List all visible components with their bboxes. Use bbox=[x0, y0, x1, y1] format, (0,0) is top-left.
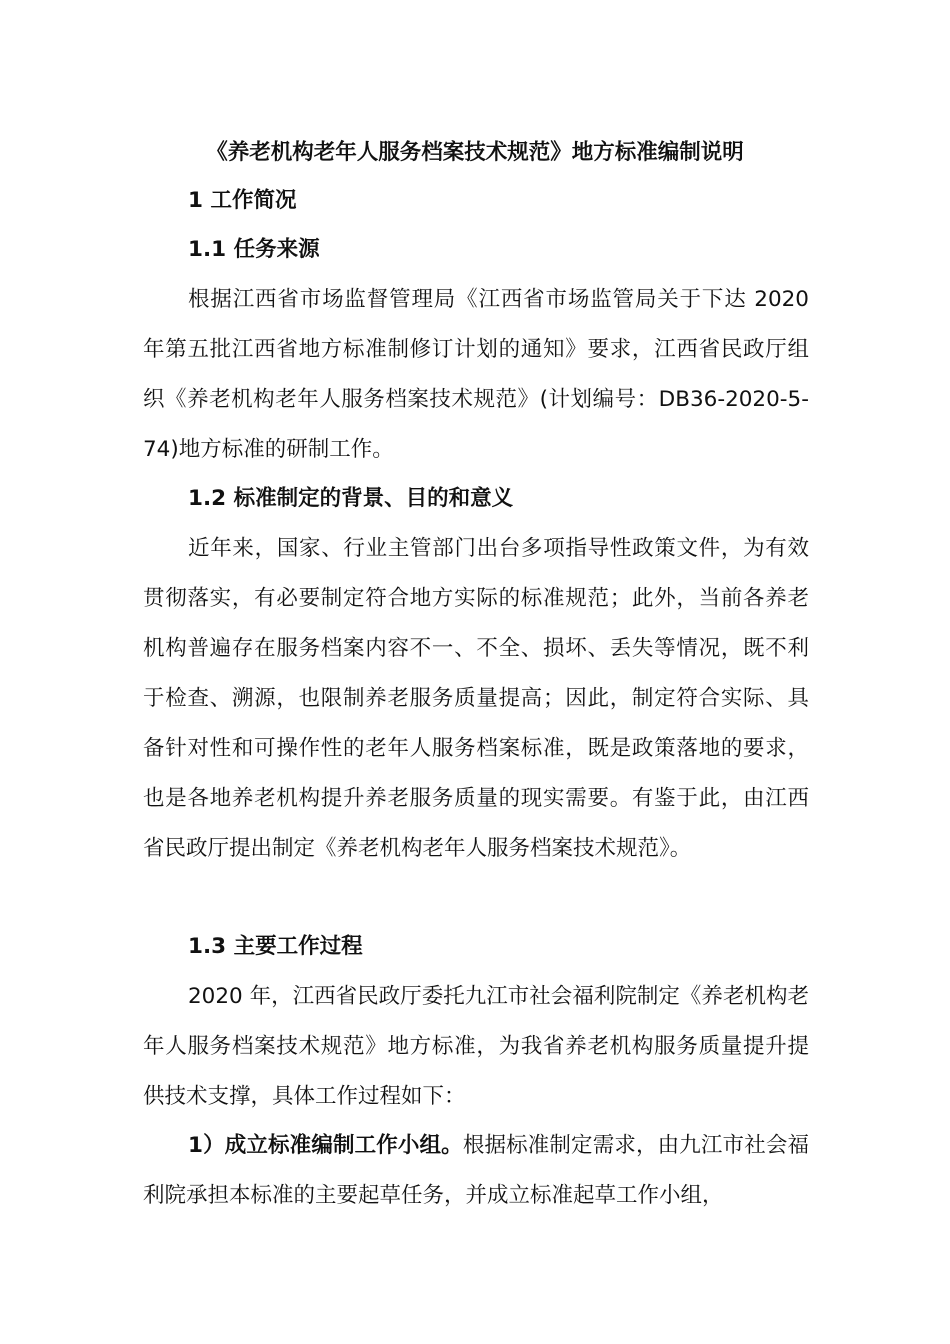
section-1-heading: 1 工作简况 bbox=[188, 188, 297, 213]
section-1-3-heading: 1.3 主要工作过程 bbox=[188, 934, 363, 959]
item-1-lead: 1）成立标准编制工作小组。 bbox=[188, 1133, 463, 1158]
document-title: 《养老机构老年人服务档案技术规范》地方标准编制说明 bbox=[206, 140, 744, 165]
section-1-3-body: 2020 年，江西省民政厅委托九江市社会福利院制定《养老机构老年人服务档案技术规范》地方标准，为我省养老机构服务质量提升提供技术支撑，具体工作过程如下： bbox=[143, 984, 809, 1109]
section-1-1-heading: 1.1 任务来源 bbox=[188, 237, 320, 262]
section-1-2-body: 近年来，国家、行业主管部门出台多项指导性政策文件，为有效贯彻落实，有必要制定符合地方实际的标准规范；此外，当前各养老机构普遍存在服务档案内容不一、不全、损坏、丢失等情况，既不利于检查、溯源，也限制养老服务质量提高；因此，制定符合实际、具备针对性和可操作性的老年人服务档案标准，既是政策落地的要求，也是各地养老机构提升养老服务质量的现实需要。有鉴于此，由江西省民政厅提出制定《养老机构老年人服务档案技术规范》。 bbox=[143, 536, 809, 861]
item-1-body: 根据标准制定需求，由九江市社会福利院承担本标准的主要起草任务，并成立标准起草工作小组， bbox=[143, 1133, 809, 1208]
section-1-1-body: 根据江西省市场监督管理局《江西省市场监管局关于下达 2020 年第五批江西省地方标准制修订计划的通知》要求，江西省民政厅组织《养老机构老年人服务档案技术规范》(计划编号：DB36-2020-5-74)地方标准的研制工作。 bbox=[143, 287, 809, 462]
section-1-3-item-1 bbox=[143, 1121, 809, 1221]
section-1-2-heading: 1.2 标准制定的背景、目的和意义 bbox=[188, 486, 514, 511]
